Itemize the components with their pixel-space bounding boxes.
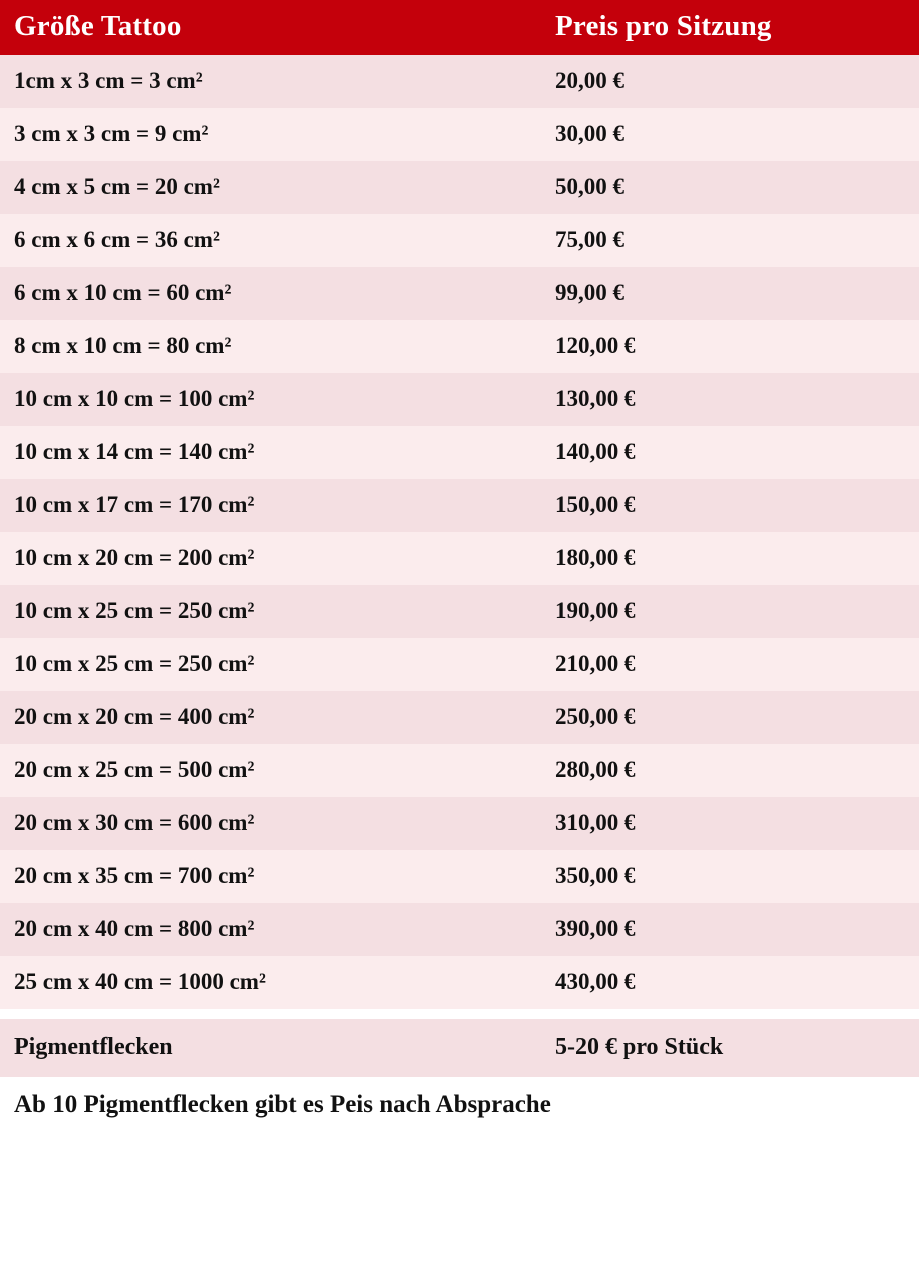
table-row	[0, 956, 919, 1009]
price-cell: 180,00 €	[545, 532, 919, 585]
footnote-row	[0, 1077, 919, 1129]
table-row	[0, 55, 919, 108]
price-cell: 310,00 €	[545, 797, 919, 850]
table-row	[0, 850, 919, 903]
table-row	[0, 532, 919, 585]
price-cell: 190,00 €	[545, 585, 919, 638]
table-row	[0, 903, 919, 956]
price-cell: 350,00 €	[545, 850, 919, 903]
price-cell: 120,00 €	[545, 320, 919, 373]
size-cell: 4 cm x 5 cm = 20 cm²	[0, 161, 545, 214]
price-cell: 99,00 €	[545, 267, 919, 320]
price-cell: 250,00 €	[545, 691, 919, 744]
size-cell: 10 cm x 17 cm = 170 cm²	[0, 479, 545, 532]
pigment-label: Pigmentflecken	[0, 1019, 545, 1077]
price-cell: 150,00 €	[545, 479, 919, 532]
table-header-row	[0, 0, 919, 55]
price-cell: 210,00 €	[545, 638, 919, 691]
size-cell: 8 cm x 10 cm = 80 cm²	[0, 320, 545, 373]
pigment-price: 5-20 € pro Stück	[545, 1019, 919, 1077]
size-cell: 10 cm x 10 cm = 100 cm²	[0, 373, 545, 426]
price-cell: 390,00 €	[545, 903, 919, 956]
price-cell: 140,00 €	[545, 426, 919, 479]
size-cell: 20 cm x 20 cm = 400 cm²	[0, 691, 545, 744]
size-cell: 25 cm x 40 cm = 1000 cm²	[0, 956, 545, 1009]
size-cell: 1cm x 3 cm = 3 cm²	[0, 55, 545, 108]
table-row	[0, 479, 919, 532]
divider-cell-left	[0, 1009, 545, 1019]
table-row	[0, 638, 919, 691]
table-row	[0, 108, 919, 161]
table-row	[0, 585, 919, 638]
table-body	[0, 55, 919, 1129]
size-cell: 6 cm x 10 cm = 60 cm²	[0, 267, 545, 320]
table-row	[0, 214, 919, 267]
column-header-size: Größe Tattoo	[0, 0, 545, 55]
size-cell: 20 cm x 35 cm = 700 cm²	[0, 850, 545, 903]
table-header	[0, 0, 919, 55]
table-row	[0, 426, 919, 479]
size-cell: 10 cm x 25 cm = 250 cm²	[0, 585, 545, 638]
divider-cell-right	[545, 1009, 919, 1019]
pigment-row	[0, 1019, 919, 1077]
table-row	[0, 320, 919, 373]
size-cell: 10 cm x 25 cm = 250 cm²	[0, 638, 545, 691]
size-cell: 20 cm x 25 cm = 500 cm²	[0, 744, 545, 797]
size-cell: 6 cm x 6 cm = 36 cm²	[0, 214, 545, 267]
price-cell: 20,00 €	[545, 55, 919, 108]
table-row	[0, 161, 919, 214]
column-header-price: Preis pro Sitzung	[545, 0, 919, 55]
size-cell: 3 cm x 3 cm = 9 cm²	[0, 108, 545, 161]
size-cell: 10 cm x 20 cm = 200 cm²	[0, 532, 545, 585]
table-row	[0, 797, 919, 850]
price-cell: 30,00 €	[545, 108, 919, 161]
footnote-text: Ab 10 Pigmentflecken gibt es Peis nach Absprache	[0, 1077, 919, 1129]
price-cell: 130,00 €	[545, 373, 919, 426]
price-cell: 50,00 €	[545, 161, 919, 214]
size-cell: 20 cm x 30 cm = 600 cm²	[0, 797, 545, 850]
price-cell: 75,00 €	[545, 214, 919, 267]
table-row	[0, 267, 919, 320]
price-cell: 430,00 €	[545, 956, 919, 1009]
table-row	[0, 744, 919, 797]
size-cell: 20 cm x 40 cm = 800 cm²	[0, 903, 545, 956]
table-row	[0, 691, 919, 744]
table-row	[0, 373, 919, 426]
row-divider	[0, 1009, 919, 1019]
price-cell: 280,00 €	[545, 744, 919, 797]
size-cell: 10 cm x 14 cm = 140 cm²	[0, 426, 545, 479]
